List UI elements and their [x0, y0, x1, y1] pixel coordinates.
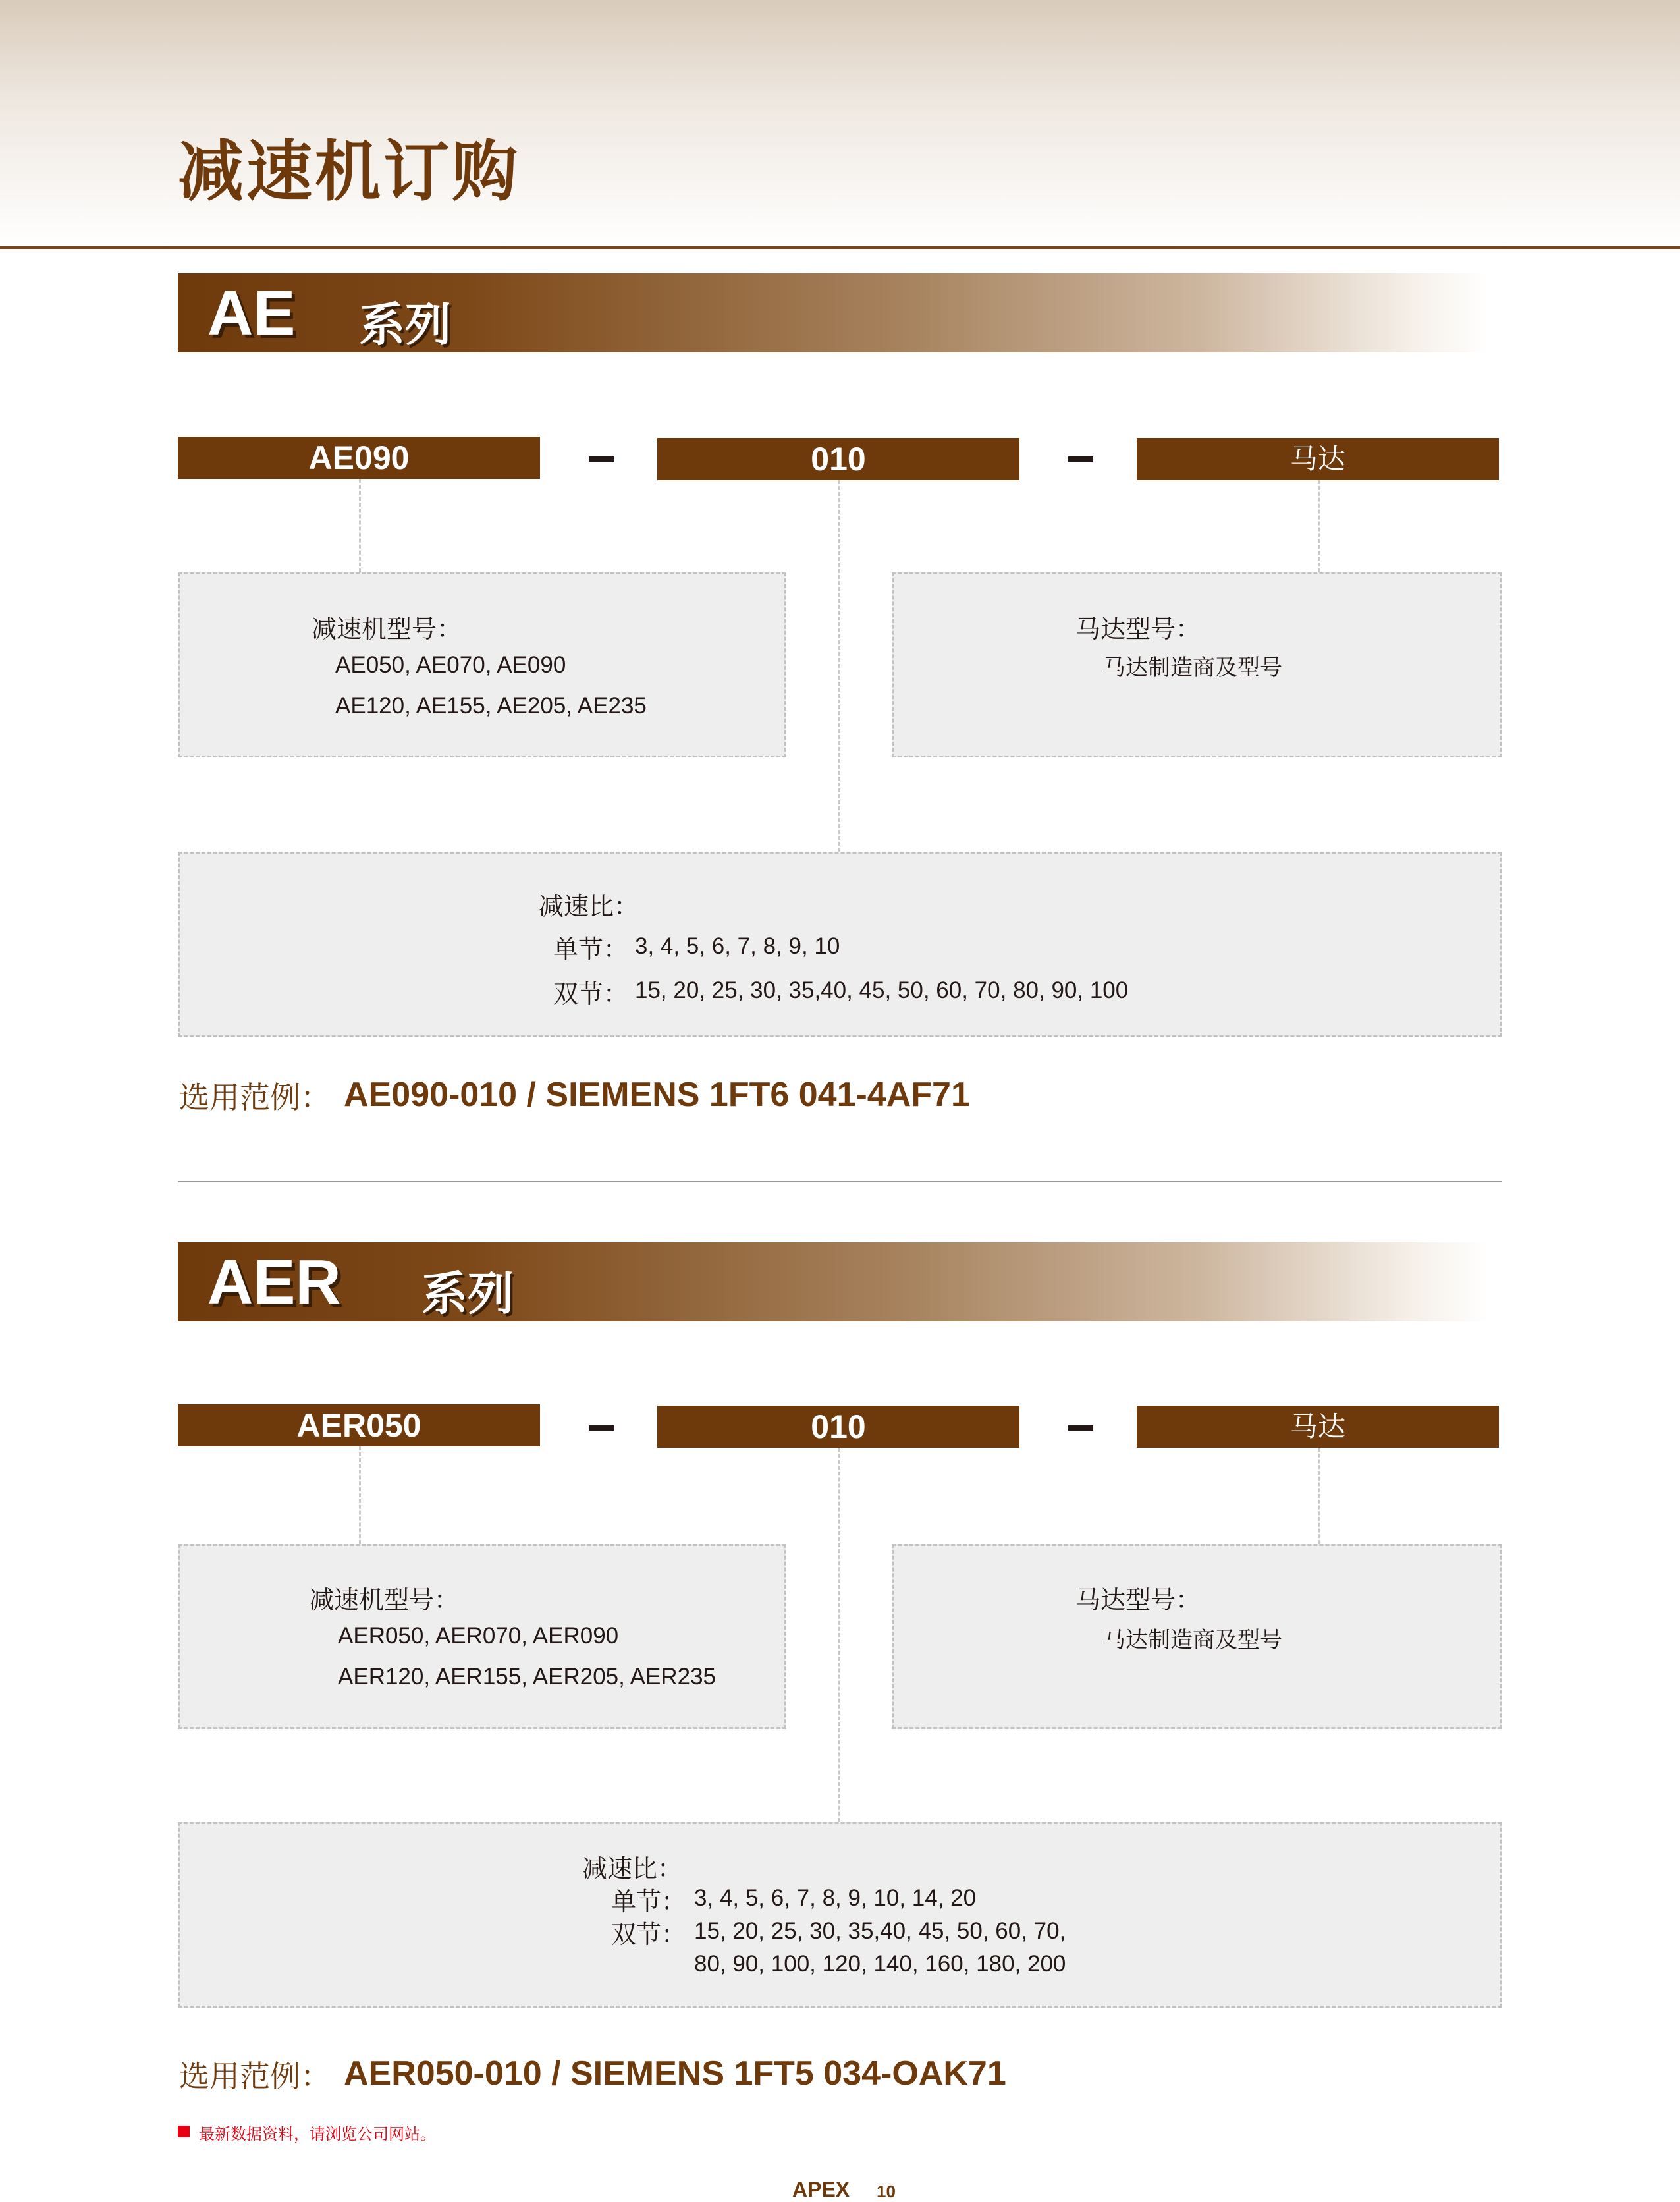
ae-single-values: 3, 4, 5, 6, 7, 8, 9, 10: [635, 933, 840, 959]
aer-model-code-box: AER050: [178, 1404, 540, 1446]
ae-single-label: 单节：: [553, 935, 629, 964]
header-rule: [0, 246, 1680, 249]
aer-single-values: 3, 4, 5, 6, 7, 8, 9, 10, 14, 20: [694, 1885, 977, 1911]
ae-dash-2: [1068, 456, 1093, 462]
aer-dash-1: [589, 1425, 614, 1431]
ae-double-label: 双节：: [553, 979, 629, 1008]
note-bullet-square: [178, 2126, 190, 2137]
aer-motor-code-box: 马达: [1137, 1406, 1499, 1448]
aer-ratio-code-box: 010: [657, 1406, 1019, 1448]
aer-model-label: 减速机型号：: [309, 1585, 460, 1614]
aer-motor-label: 马达型号：: [1075, 1585, 1201, 1614]
ae-motor-code-box: 马达: [1137, 438, 1499, 480]
ae-double-values: 15, 20, 25, 30, 35,40, 45, 50, 60, 70, 80, 90, 100: [635, 977, 1129, 1003]
aer-series-code: AER: [207, 1247, 341, 1317]
ae-connector-model: [359, 479, 361, 572]
aer-example-label: 选用范例：: [179, 2058, 331, 2094]
ae-ratio-code-box: 010: [657, 438, 1019, 480]
aer-motor-value: 马达制造商及型号: [1103, 1627, 1282, 1653]
page-number: 10: [877, 2182, 896, 2201]
aer-double-label: 双节：: [611, 1920, 687, 1949]
footer-brand: APEX: [792, 2178, 850, 2201]
ae-model-line1: AE050, AE070, AE090: [335, 652, 566, 678]
ae-example-label: 选用范例：: [179, 1080, 331, 1115]
ae-series-name: 系列: [359, 298, 451, 352]
aer-single-label: 单节：: [611, 1887, 687, 1916]
aer-ratio-label: 减速比：: [582, 1854, 683, 1883]
aer-ratio-box: [178, 1822, 1502, 2008]
ae-model-code-box: AE090: [178, 437, 540, 479]
ae-motor-value: 马达制造商及型号: [1103, 655, 1282, 681]
section-separator: [178, 1181, 1502, 1182]
ae-series-code: AE: [207, 278, 296, 348]
ae-model-line2: AE120, AE155, AE205, AE235: [335, 693, 647, 719]
page-title: 减速机订购: [178, 133, 520, 210]
aer-model-line2: AER120, AER155, AER205, AER235: [338, 1664, 716, 1690]
aer-double-values-line1: 15, 20, 25, 30, 35,40, 45, 50, 60, 70,: [694, 1918, 1066, 1944]
ae-dash-1: [589, 456, 614, 462]
aer-model-line1: AER050, AER070, AER090: [338, 1623, 619, 1649]
ae-ratio-label: 减速比：: [539, 892, 639, 921]
ae-model-label: 减速机型号：: [312, 615, 462, 644]
aer-series-banner: [178, 1242, 1488, 1321]
ae-motor-label: 马达型号：: [1075, 615, 1201, 644]
aer-connector-model: [359, 1446, 361, 1544]
aer-example-value: AER050-010 / SIEMENS 1FT5 034-OAK71: [344, 2054, 1006, 2093]
aer-series-name: 系列: [421, 1267, 514, 1321]
aer-connector-ratio: [838, 1448, 840, 1822]
ae-connector-ratio: [838, 480, 840, 852]
website-note: 最新数据资料，请浏览公司网站。: [199, 2125, 436, 2143]
aer-dash-2: [1068, 1425, 1093, 1431]
ae-example-value: AE090-010 / SIEMENS 1FT6 041-4AF71: [344, 1076, 970, 1114]
ae-connector-motor: [1318, 480, 1320, 572]
ae-series-banner: [178, 273, 1488, 352]
aer-double-values-line2: 80, 90, 100, 120, 140, 160, 180, 200: [694, 1951, 1066, 1977]
aer-connector-motor: [1318, 1448, 1320, 1544]
